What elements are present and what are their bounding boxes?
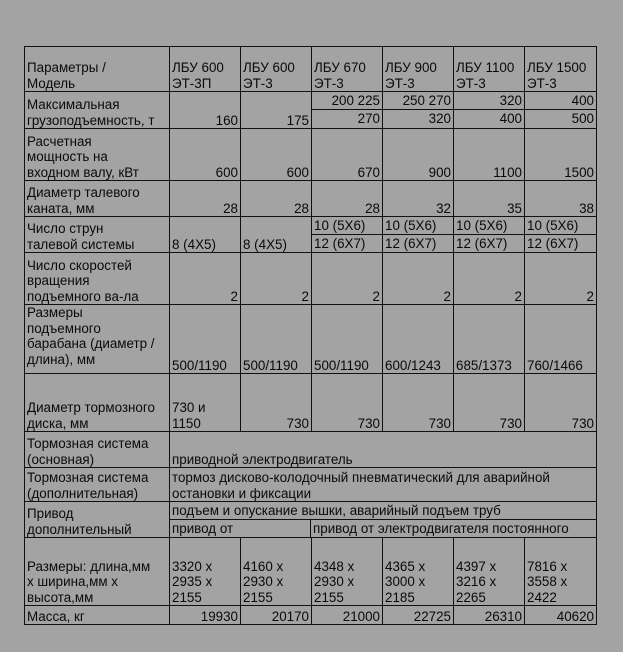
dims-line: 4397 х <box>456 558 497 574</box>
mass-value: 40620 <box>525 606 597 625</box>
label-line: Тормозная система <box>27 436 149 451</box>
capacity-value: 160 <box>215 112 238 128</box>
model-code: ЭТ-3 <box>456 75 486 91</box>
strings-top: 10 (5X6) <box>525 217 596 235</box>
header-param-line: Параметры / <box>27 60 106 75</box>
strings-value: 8 (4X5) <box>241 217 312 253</box>
speeds-value: 2 <box>383 253 454 305</box>
specs-table <box>24 46 597 625</box>
drive-bottom <box>170 520 596 537</box>
model-name: ЛБУ 600 <box>172 60 224 75</box>
dims-line: 2930 х <box>243 574 284 589</box>
label-line: талевой системы <box>27 236 135 252</box>
dims-cell <box>241 538 312 606</box>
capacity-cell <box>241 92 312 129</box>
capacity-top: 400 <box>525 92 596 110</box>
label-line: Диаметр талевого <box>27 185 140 200</box>
row-label <box>25 129 170 181</box>
label-line: Число струн <box>27 221 104 236</box>
row-drive <box>25 502 597 538</box>
row-brake-extra <box>25 468 597 502</box>
rope-value: 32 <box>383 181 454 217</box>
row-label <box>25 468 170 502</box>
capacity-cell <box>383 92 454 129</box>
label-line: подъемного ва-ла <box>27 288 139 304</box>
mass-value: 22725 <box>383 606 454 625</box>
strings-bottom: 12 (6X7) <box>385 236 437 251</box>
mass-value: 20170 <box>241 606 312 625</box>
power-value: 670 <box>312 129 383 181</box>
brake-extra-line: остановки и фиксации <box>172 485 312 501</box>
brake-disk-value: 730 <box>312 374 383 432</box>
capacity-cell <box>454 92 525 129</box>
brake-disk-value: 730 <box>454 374 525 432</box>
label-line: Привод <box>27 506 74 521</box>
speeds-value: 2 <box>312 253 383 305</box>
dims-cell <box>454 538 525 606</box>
label-line: вращения <box>27 273 90 288</box>
rope-value: 28 <box>170 181 241 217</box>
row-rope <box>25 181 597 217</box>
strings-cell <box>312 217 383 253</box>
row-label <box>25 305 170 374</box>
drum-value: 760/1466 <box>525 305 597 374</box>
dims-cell <box>525 538 597 606</box>
strings-bottom: 12 (6X7) <box>456 236 508 251</box>
dims-line: 2155 <box>172 589 202 605</box>
model-code: ЭТ-3 <box>527 75 557 91</box>
capacity-cell <box>170 92 241 129</box>
capacity-bottom: 500 <box>571 111 594 126</box>
capacity-top: 250 270 <box>383 92 453 110</box>
capacity-bottom: 400 <box>499 111 522 126</box>
dims-line: 4348 х <box>314 558 355 574</box>
dims-line: 2155 <box>243 589 273 605</box>
row-label <box>25 253 170 305</box>
model-code: ЭТ-3П <box>172 75 212 91</box>
rope-value: 28 <box>312 181 383 217</box>
label-line: Диаметр тормозного <box>27 400 155 415</box>
label-line: (дополнительная) <box>27 485 139 501</box>
brake-disk-value: 730 <box>241 374 312 432</box>
row-label <box>25 217 170 253</box>
dims-line: 3320 х <box>172 558 213 574</box>
dims-line: 2930 х <box>314 574 355 589</box>
label-line: барабана (диаметр / <box>27 336 155 351</box>
mass-value: 26310 <box>454 606 525 625</box>
row-speeds <box>25 253 597 305</box>
row-label <box>25 538 170 606</box>
brake-main-value: приводной электродвигатель <box>170 432 597 468</box>
row-label <box>25 374 170 432</box>
header-param-cell <box>25 47 170 92</box>
model-header <box>312 47 383 92</box>
dims-line: 2422 <box>527 589 557 605</box>
label-line: дополнительный <box>27 521 132 537</box>
dims-line: 7816 х <box>527 558 568 574</box>
dims-line: 2935 х <box>172 574 213 589</box>
row-label <box>25 181 170 217</box>
power-value: 900 <box>383 129 454 181</box>
power-value: 600 <box>170 129 241 181</box>
model-name: ЛБУ 600 <box>243 60 295 75</box>
drive-right: привод от электродвигателя постоянного <box>313 521 569 536</box>
brake-disk-cell <box>170 374 241 432</box>
capacity-cell <box>312 92 383 129</box>
power-value: 600 <box>241 129 312 181</box>
drive-left: привод от <box>170 520 311 537</box>
capacity-top: 320 <box>454 92 524 110</box>
capacity-cell <box>525 92 597 129</box>
label-line: Число скоростей <box>27 257 132 273</box>
dims-cell <box>383 538 454 606</box>
capacity-bottom: 270 <box>357 111 380 126</box>
mass-value: 19930 <box>170 606 241 625</box>
model-name: ЛБУ 670 <box>314 60 366 75</box>
strings-bottom: 12 (6X7) <box>527 236 579 251</box>
speeds-value: 2 <box>454 253 525 305</box>
model-header <box>454 47 525 92</box>
speeds-value: 2 <box>525 253 597 305</box>
label-line: высота,мм <box>27 589 94 605</box>
label-line: каната, мм <box>27 200 95 216</box>
drum-value: 685/1373 <box>454 305 525 374</box>
label-line: Размеры <box>27 305 83 320</box>
mass-value: 21000 <box>312 606 383 625</box>
row-mass <box>25 606 597 625</box>
capacity-value: 175 <box>286 112 309 128</box>
rope-value: 38 <box>525 181 597 217</box>
row-label <box>25 432 170 468</box>
dims-line: 3000 х <box>385 574 426 589</box>
drum-value: 500/1190 <box>312 305 383 374</box>
dims-line: 4160 х <box>243 558 284 574</box>
row-label: Масса, кг <box>25 606 170 625</box>
label-line: Расчетная <box>27 133 92 149</box>
model-name: ЛБУ 1500 <box>527 60 587 75</box>
brake-extra-cell <box>170 468 597 502</box>
row-brake-main <box>25 432 597 468</box>
label-line: диска, мм <box>27 415 89 431</box>
brake-disk-line: 730 и <box>172 400 206 415</box>
row-strings <box>25 217 597 253</box>
drive-cell <box>170 502 597 538</box>
strings-top: 10 (5X6) <box>454 217 524 235</box>
label-line: мощность на <box>27 149 108 164</box>
label-line: длина), мм <box>27 351 96 367</box>
label-line: грузоподъемность, т <box>27 112 155 128</box>
label-line: (основная) <box>27 451 95 467</box>
header-row <box>25 47 597 92</box>
strings-bottom: 12 (6X7) <box>314 236 366 251</box>
model-code: ЭТ-3 <box>314 75 344 91</box>
speeds-value: 2 <box>170 253 241 305</box>
row-label <box>25 502 170 538</box>
strings-value: 8 (4X5) <box>170 217 241 253</box>
strings-top: 10 (5X6) <box>383 217 453 235</box>
brake-disk-value: 730 <box>383 374 454 432</box>
label-line: подъемного <box>27 320 101 336</box>
label-line: Размеры: длина,мм <box>27 558 151 574</box>
model-header <box>241 47 312 92</box>
rope-value: 28 <box>241 181 312 217</box>
model-name: ЛБУ 1100 <box>456 60 515 75</box>
dims-line: 2185 <box>385 589 415 605</box>
row-power <box>25 129 597 181</box>
speeds-value: 2 <box>241 253 312 305</box>
model-name: ЛБУ 900 <box>385 60 437 75</box>
power-value: 1100 <box>454 129 525 181</box>
brake-extra-line: тормоз дисково-колодочный пневматический для аварийной <box>172 470 550 485</box>
row-label <box>25 92 170 129</box>
model-code: ЭТ-3 <box>385 75 415 91</box>
dims-line: 3558 х <box>527 574 568 589</box>
rope-value: 35 <box>454 181 525 217</box>
label-line: Максимальная <box>27 97 120 112</box>
drive-top: подъем и опускание вышки, аварийный подъем труб <box>170 502 596 520</box>
capacity-top: 200 225 <box>312 92 382 110</box>
drum-value: 500/1190 <box>241 305 312 374</box>
strings-cell <box>525 217 597 253</box>
strings-cell <box>383 217 454 253</box>
power-value: 1500 <box>525 129 597 181</box>
brake-disk-line: 1150 <box>172 415 201 431</box>
dims-line: 3216 х <box>456 574 497 589</box>
dims-cell <box>170 538 241 606</box>
row-dims <box>25 538 597 606</box>
label-line: входном валу, кВт <box>27 164 139 180</box>
dims-line: 2155 <box>314 589 344 605</box>
label-line: х ширина,мм х <box>27 574 118 589</box>
label-line: Тормозная система <box>27 470 149 485</box>
dims-line: 2265 <box>456 589 486 605</box>
model-header <box>170 47 241 92</box>
strings-top: 10 (5X6) <box>312 217 382 235</box>
row-brake-disk <box>25 374 597 432</box>
row-drum <box>25 305 597 374</box>
header-model-line: Модель <box>27 75 76 91</box>
dims-line: 4365 х <box>385 558 426 574</box>
capacity-bottom: 320 <box>428 111 451 126</box>
row-capacity <box>25 92 597 129</box>
strings-cell <box>454 217 525 253</box>
drum-value: 500/1190 <box>170 305 241 374</box>
model-header <box>525 47 597 92</box>
dims-cell <box>312 538 383 606</box>
model-header <box>383 47 454 92</box>
model-code: ЭТ-3 <box>243 75 273 91</box>
drum-value: 600/1243 <box>383 305 454 374</box>
brake-disk-value: 730 <box>525 374 597 432</box>
